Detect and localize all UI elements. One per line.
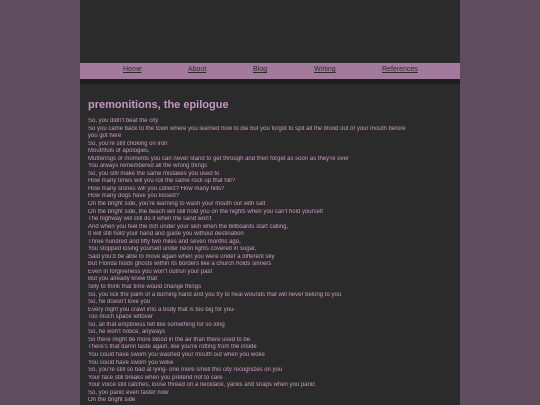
poem-line: On the bright side: [88, 397, 136, 404]
poem-line: Said you'd be able to move again when you were under a different sky: [88, 253, 275, 260]
poem-line: So, you lick the palm of a burning hand and you try to heal wounds that will never belong to you: [88, 291, 342, 298]
poem-line: So, he doesn't love you: [88, 299, 151, 306]
poem-line: It will still hold your hand and guide you without destination: [88, 231, 244, 238]
poem-line: You could have sworn you washed your mouth out when you woke: [88, 351, 265, 358]
poem-line: Your face still breaks when you pretend not to care: [88, 374, 223, 381]
nav-bar: [80, 63, 460, 79]
poem-line: But you already knew that: [88, 276, 158, 283]
poem-line: Your voice still catches, loose thread on a necklace, yanks and snaps when you panic: [88, 382, 316, 389]
nav-link-home[interactable]: Home: [123, 66, 142, 73]
poem-line: You always remembered all the wrong things: [88, 163, 208, 170]
poem-body: [88, 118, 454, 405]
poem-line: So, he won't notice, anyways: [88, 329, 166, 336]
poem-line: So there might be more blood in the air than there used to be: [88, 336, 251, 343]
nav-link-writing[interactable]: Writing: [314, 66, 336, 73]
poem-line: How many times will you roll the same rock up that hill?: [88, 178, 236, 185]
poem-line: Every night you crawl into a body that is too big for you-: [88, 306, 236, 313]
poem-line: Silly to think that time would change things: [88, 284, 202, 291]
nav-link-about[interactable]: About: [188, 66, 207, 73]
poem-line: You could have sworn you woke: [88, 359, 174, 366]
poem-line: And when you feel the itch under your skin when the billboards start calling,: [88, 223, 289, 230]
site-header: [80, 0, 460, 63]
nav-divider: [80, 79, 460, 84]
poem-line: Mutterings of moments you can never stand to get through and then forget as soon as they're over: [88, 155, 349, 162]
poem-line: You stopped losing yourself under neon lights covered in sugar,: [88, 246, 257, 253]
poem-line: So, you still make the same mistakes you used to: [88, 170, 220, 177]
poem-line: On the bright side, the beach will still hold you on the nights when you can't hold yourself: [88, 208, 323, 215]
post-title: premonitions, the epilogue: [88, 99, 229, 111]
poem-line: On the bright side, you're learning to wash your mouth out with salt: [88, 201, 266, 208]
nav-link-blog[interactable]: Blog: [253, 66, 268, 73]
poem-line: But Florida holds ghosts within its borders like a church holds sinners: [88, 261, 272, 268]
poem-line: you got here: [88, 133, 122, 140]
poem-line: So, you're still so bad at lying- one more smell this city recognizes on you: [88, 367, 283, 374]
poem-line: Too much space leftover: [88, 314, 154, 321]
poem-line: How many stones will you collect? How many hills?: [88, 185, 225, 192]
poem-line: Even in forgiveness you won't outrun your past: [88, 268, 213, 275]
poem-line: The highway will still do it when the sand won't: [88, 216, 212, 223]
poem-line: How many dogs have you kissed?: [88, 193, 180, 200]
post-content[interactable]: [86, 86, 456, 405]
poem-line: Mouthfuls of apologies,: [88, 148, 150, 155]
poem-line: There's that damn taste again, like you're rotting from the inside: [88, 344, 257, 351]
poem-line: Three hundred and fifty two miles and seven months ago,: [88, 238, 241, 245]
poem-line: So, all that emptiness felt like something for so long: [88, 321, 225, 328]
poem-line: So, you're still choking on iron: [88, 140, 168, 147]
poem-line: So, you didn't beat the city: [88, 118, 159, 124]
poem-line: So, you panic even faster now: [88, 389, 169, 396]
poem-line: So you came back to the town where you learned how to die but you forgot to spit all the blood out of your mouth before: [88, 125, 406, 132]
nav-link-references[interactable]: References: [382, 66, 418, 73]
